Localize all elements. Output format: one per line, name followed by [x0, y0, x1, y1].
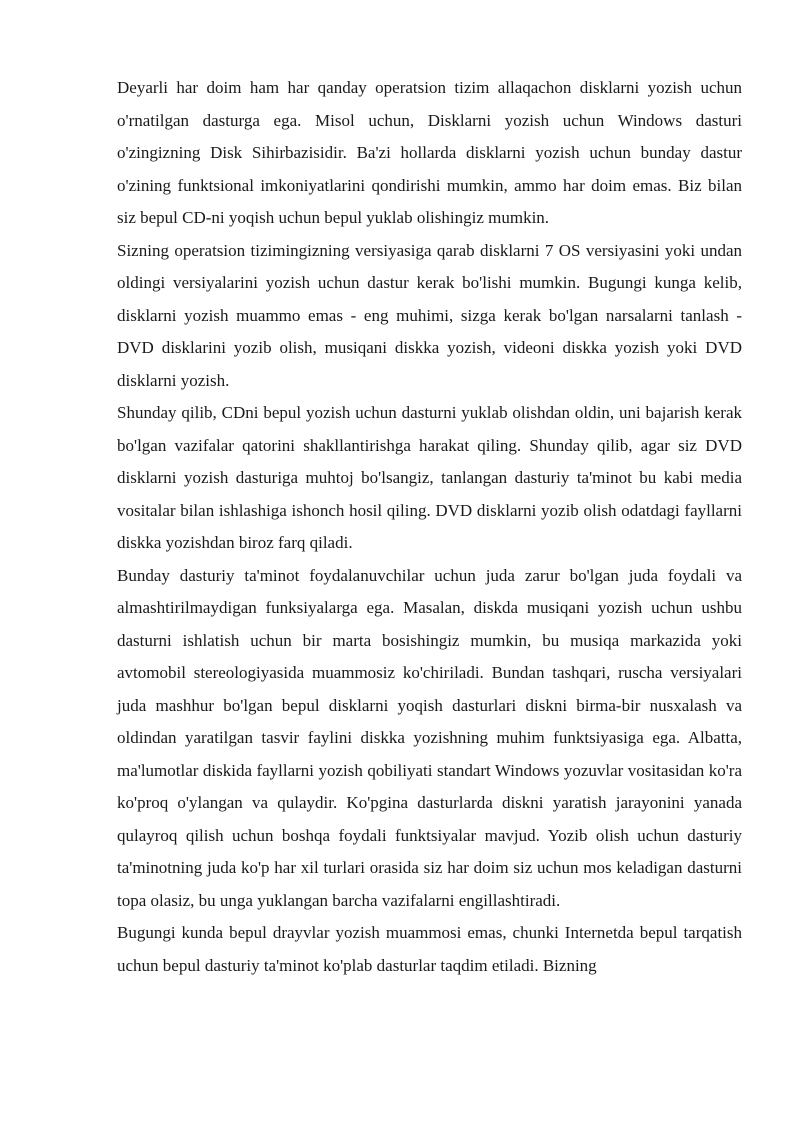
paragraph: Shunday qilib, CDni bepul yozish uchun dasturni yuklab olishdan oldin, uni bajarish kerak bo'lgan vazifalar qatorini shakllantirishga harakat qiling. Shunday qilib, agar siz DVD disklarni yozish dasturiga muhtoj bo'lsangiz, tanlangan dasturiy ta'minot bu kabi media vositalar bilan ishlashiga ishonch hosil qiling. DVD disklarni yozib olish odatdagi fayllarni diskka yozishdan biroz farq qiladi. [117, 403, 742, 552]
document-page [117, 72, 742, 982]
paragraph: Sizning operatsion tizimingizning versiyasiga qarab disklarni 7 OS versiyasini yoki undan oldingi versiyalarini yozish uchun dastur kerak bo'lishi mumkin. Bugungi kunga kelib, disklarni yozish muammo emas - eng muhimi, sizga kerak bo'lgan narsalarni tanlash - DVD disklarini yozib olish, musiqani diskka yozish, videoni diskka yozish yoki DVD disklarni yozish. [117, 240, 742, 390]
paragraph: Deyarli har doim ham har qanday operatsion tizim allaqachon disklarni yozish uchun o'rnatilgan dasturga ega. Misol uchun, Disklarni yozish uchun Windows dasturi o'zingizning Disk Sihirbazisidir. Ba'zi hollarda disklarni yozish uchun bunday dastur o'zining funktsional imkoniyatlarini qondirishi mumkin, ammo har doim emas. Biz bilan siz bepul CD-ni yoqish uchun bepul yuklab olishingiz mumkin. [117, 78, 742, 227]
paragraph: Bunday dasturiy ta'minot foydalanuvchilar uchun juda zarur bo'lgan juda foydali va almashtirilmaydigan funksiyalarga ega. Masalan, diskda musiqani yozish uchun ushbu dasturni ishlatish uchun bir marta bosishingiz mumkin, bu musiqa markazida yoki avtomobil stereologiyasida muammosiz ko'chiriladi. Bundan tashqari, ruscha versiyalari juda mashhur bo'lgan bepul disklarni yoqish dasturlari diskni birma-bir nusxalash va oldindan yaratilgan tasvir faylini diskka yozishning muhim funktsiyasiga ega. Albatta, ma'lumotlar diskida fayllarni yozish qobiliyati standart Windows yozuvlar vositasidan ko'ra ko'proq o'ylangan va qulaydir. Ko'pgina dasturlarda diskni yaratish jarayonini yanada qulayroq qilish uchun boshqa foydali funktsiyalar mavjud. Yozib olish uchun dasturiy ta'minotning juda ko'p har xil turlari orasida siz har doim siz uchun mos keladigan dasturni topa olasiz, bu unga yuklangan barcha vazifalarni engillashtiradi. [117, 565, 742, 910]
paragraph: Bugungi kunda bepul drayvlar yozish muammosi emas, chunki Internetda bepul tarqatish uchun bepul dasturiy ta'minot ko'plab dasturlar taqdim etiladi. Bizning [117, 923, 742, 975]
